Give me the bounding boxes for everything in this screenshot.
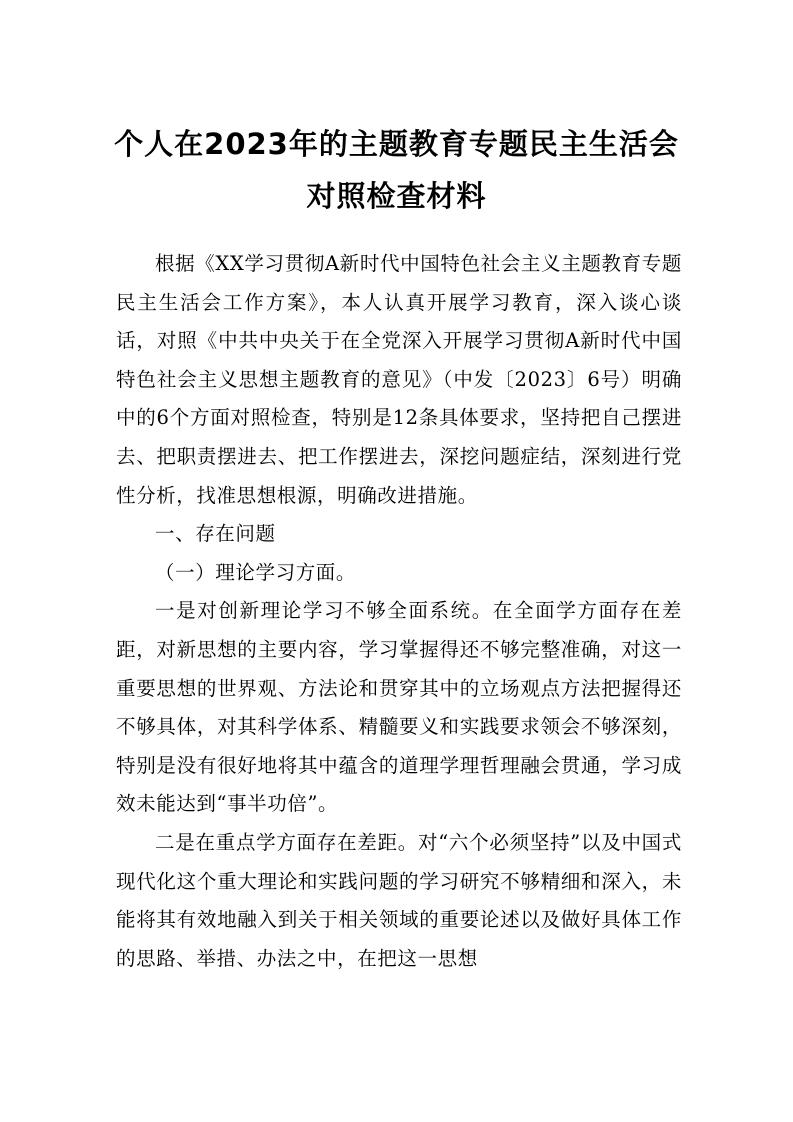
title-line-2: 对照检查材料 — [306, 179, 487, 213]
intro-paragraph: 根据《XX学习贯彻A新时代中国特色社会主义主题教育专题民主生活会工作方案》，本人认真开展学习教育，深入谈心谈话，对照《中共中央关于在全党深入开展学习贯彻A新时代中国特色社会主义思想主题教育的意见》（中发〔2023〕6号）明确中的6个方面对照检查，特别是12条具体要求，坚持把自己摆进去、把职责摆进去、把工作摆进去，深挖问题症结，深刻进行党性分析，找准思想根源，明确改进措施。 — [116, 252, 682, 507]
paragraph-point-one: 一是对创新理论学习不够全面系统。在全面学方面存在差距，对新思想的主要内容，学习掌握得还不够完整准确，对这一重要思想的世界观、方法论和贯穿其中的立场观点方法把握得还不够具体，对其科学体系、精髓要义和实践要求领会不够深刻，特别是没有很好地将其中蕴含的道理学理哲理融会贯通，学习成效未能达到“事半功倍”。 — [116, 599, 682, 816]
document-title — [0, 118, 793, 222]
subsection-heading-theory-study: （一）理论学习方面。 — [155, 560, 357, 584]
section-heading-problems: 一、存在问题 — [155, 522, 276, 546]
paragraph-point-two: 二是在重点学方面存在差距。对“六个必须坚持”以及中国式现代化这个重大理论和实践问题的学习研究不够精细和深入，未能将其有效地融入到关于相关领域的重要论述以及做好具体工作的思路、举措、办法之中，在把这一思想 — [116, 830, 682, 970]
title-line-1: 个人在2023年的主题教育专题民主生活会 — [114, 127, 679, 161]
document-body — [116, 245, 682, 978]
